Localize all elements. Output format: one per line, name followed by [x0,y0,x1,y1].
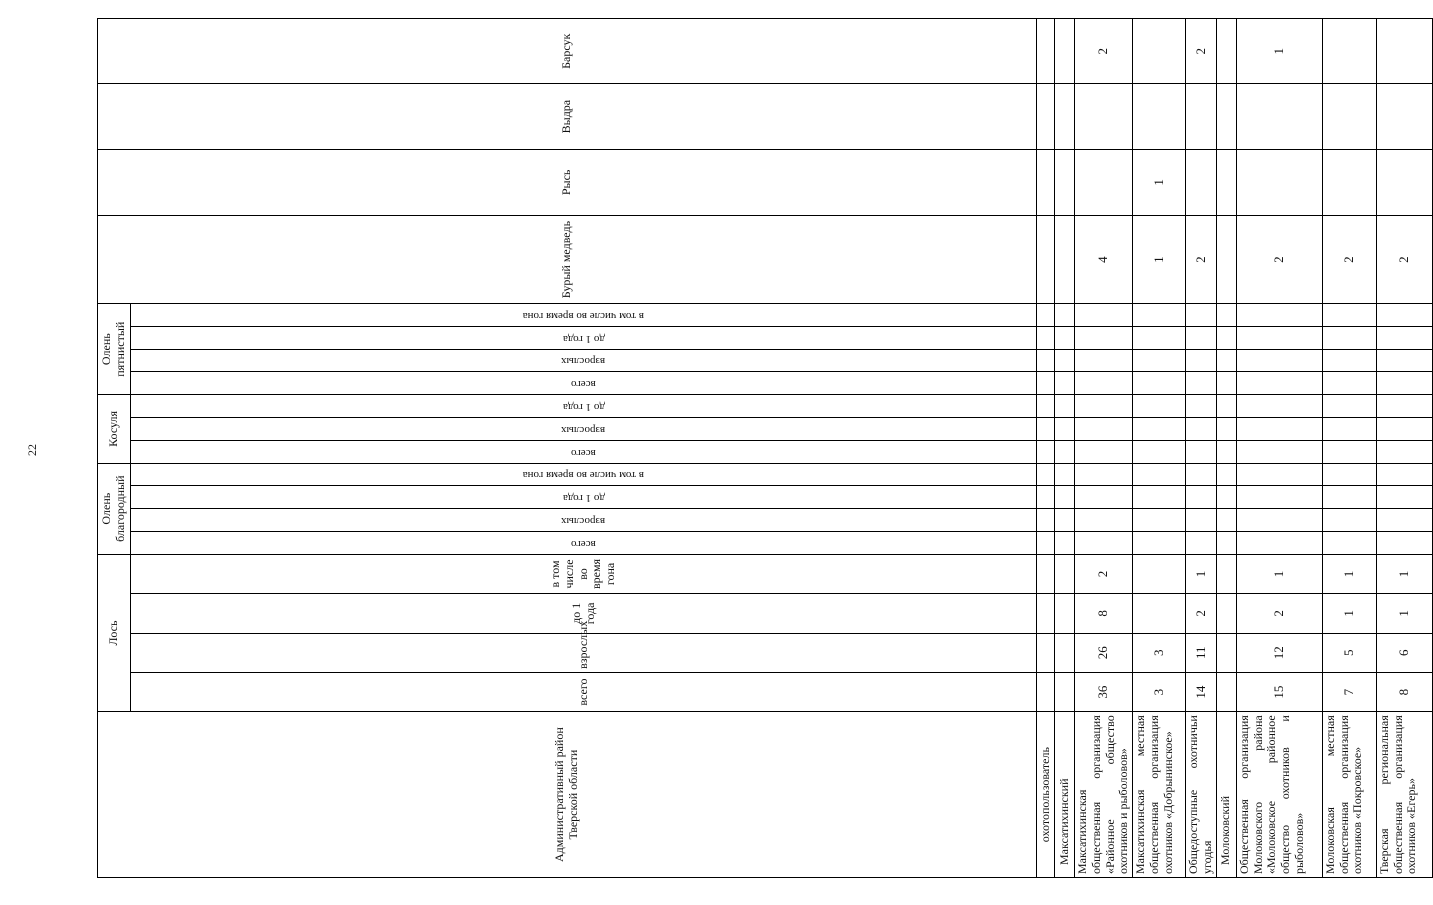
rotated-table-container [97,18,1419,878]
cell-badger [1133,19,1186,84]
header-otter: Выдра [98,84,1037,149]
hunting-quota-table [97,18,1433,878]
cell-bear: 2 [1236,216,1322,304]
table-row [1133,19,1186,878]
cell-bear: 1 [1133,216,1186,304]
cell-los-vsego: 3 [1133,672,1186,711]
header-kosulya-do1: до 1 года [131,395,1037,418]
cell-otter [1376,84,1432,149]
table-row [1236,19,1322,878]
cell-los-vzr: 11 [1186,633,1217,672]
cell-los-gon: 1 [1322,554,1376,593]
cell-lynx [1186,149,1217,215]
hunting-user-name: Общественная организация Молоковского района «Молоковское районное общество охотников и рыболовов» [1236,712,1322,878]
hunting-user-name: Максатихинская общественная организация «Районное общество охотников и рыболовов» [1075,712,1133,878]
header-kosulya-vzroslykh: взрослых [131,418,1037,441]
header-olen-pyat-vzroslykh: взрослых [131,349,1037,372]
hunting-user-name: Молоковская местная общественная организация охотников «Покровское» [1322,712,1376,878]
header-olen-blag-gon: в том числе во время гона [131,463,1037,486]
cell-badger: 2 [1186,19,1217,84]
header-los-vsego: всего [131,672,1037,711]
header-los-do1: до 1 года [131,594,1037,633]
cell-bear: 2 [1376,216,1432,304]
hunting-user-name: Максатихинская местная общественная организация охотников «Добрынинское» [1133,712,1186,878]
header-olen-pyat-gon: в том числе во время гона [131,304,1037,327]
table-row [1322,19,1376,878]
cell-lynx [1236,149,1322,215]
cell-badger [1322,19,1376,84]
header-kosulya-vsego: всего [131,440,1037,463]
cell-otter [1075,84,1133,149]
cell-los-vsego: 15 [1236,672,1322,711]
cell-los-vzr: 5 [1322,633,1376,672]
cell-badger [1376,19,1432,84]
cell-los-do1: 1 [1322,594,1376,633]
cell-badger: 1 [1236,19,1322,84]
header-group-kosulya: Косуля [98,395,131,463]
header-los-gon: в том числе во время гона [131,554,1037,593]
cell-los-vzr: 12 [1236,633,1322,672]
cell-lynx: 1 [1133,149,1186,215]
cell-otter [1236,84,1322,149]
cell-bear: 2 [1322,216,1376,304]
cell-los-vzr: 6 [1376,633,1432,672]
cell-otter [1133,84,1186,149]
header-olen-blag-do1: до 1 года [131,486,1037,509]
header-olen-blag-vsego: всего [131,532,1037,555]
district-heading: Молоковский [1216,712,1236,878]
cell-badger: 2 [1075,19,1133,84]
cell-lynx [1075,149,1133,215]
cell-los-gon: 2 [1075,554,1133,593]
cell-los-vzr: 3 [1133,633,1186,672]
header-user: охотопользователь [1037,712,1055,878]
cell-los-do1: 2 [1236,594,1322,633]
hunting-user-name: Общедоступные охотничьи угодья [1186,712,1217,878]
header-olen-pyat-vsego: всего [131,372,1037,395]
cell-otter [1186,84,1217,149]
table-row [1376,19,1432,878]
header-olen-pyat-do1: до 1 года [131,326,1037,349]
cell-bear: 2 [1186,216,1217,304]
header-region: Административный район Тверской области [98,712,1037,878]
header-group-olen-pyat: Олень пятнистый [98,304,131,395]
cell-los-gon: 1 [1186,554,1217,593]
district-heading: Максатихинский [1055,712,1075,878]
header-los-vzroslykh: взрослых [131,633,1037,672]
cell-los-vsego: 14 [1186,672,1217,711]
cell-los-vsego: 8 [1376,672,1432,711]
header-olen-blag-vzroslykh: взрослых [131,509,1037,532]
table-row [1075,19,1133,878]
header-lynx: Рысь [98,149,1037,215]
cell-los-do1: 1 [1376,594,1432,633]
cell-los-gon: 1 [1376,554,1432,593]
table-row [1186,19,1217,878]
cell-los-gon: 1 [1236,554,1322,593]
cell-los-do1 [1133,594,1186,633]
header-bear: Бурый медведь [98,216,1037,304]
cell-bear: 4 [1075,216,1133,304]
cell-lynx [1322,149,1376,215]
cell-los-do1: 8 [1075,594,1133,633]
page-number: 22 [25,444,39,456]
header-group-olen-blag: Олень благородный [98,463,131,554]
cell-los-gon [1133,554,1186,593]
cell-lynx [1376,149,1432,215]
header-group-los: Лось [98,554,131,711]
cell-los-vsego: 7 [1322,672,1376,711]
cell-otter [1322,84,1376,149]
cell-los-vsego: 36 [1075,672,1133,711]
cell-los-vzr: 26 [1075,633,1133,672]
cell-los-do1: 2 [1186,594,1217,633]
header-badger: Барсук [98,19,1037,84]
hunting-user-name: Тверская региональная общественная организация охотников «Егерь» [1376,712,1432,878]
